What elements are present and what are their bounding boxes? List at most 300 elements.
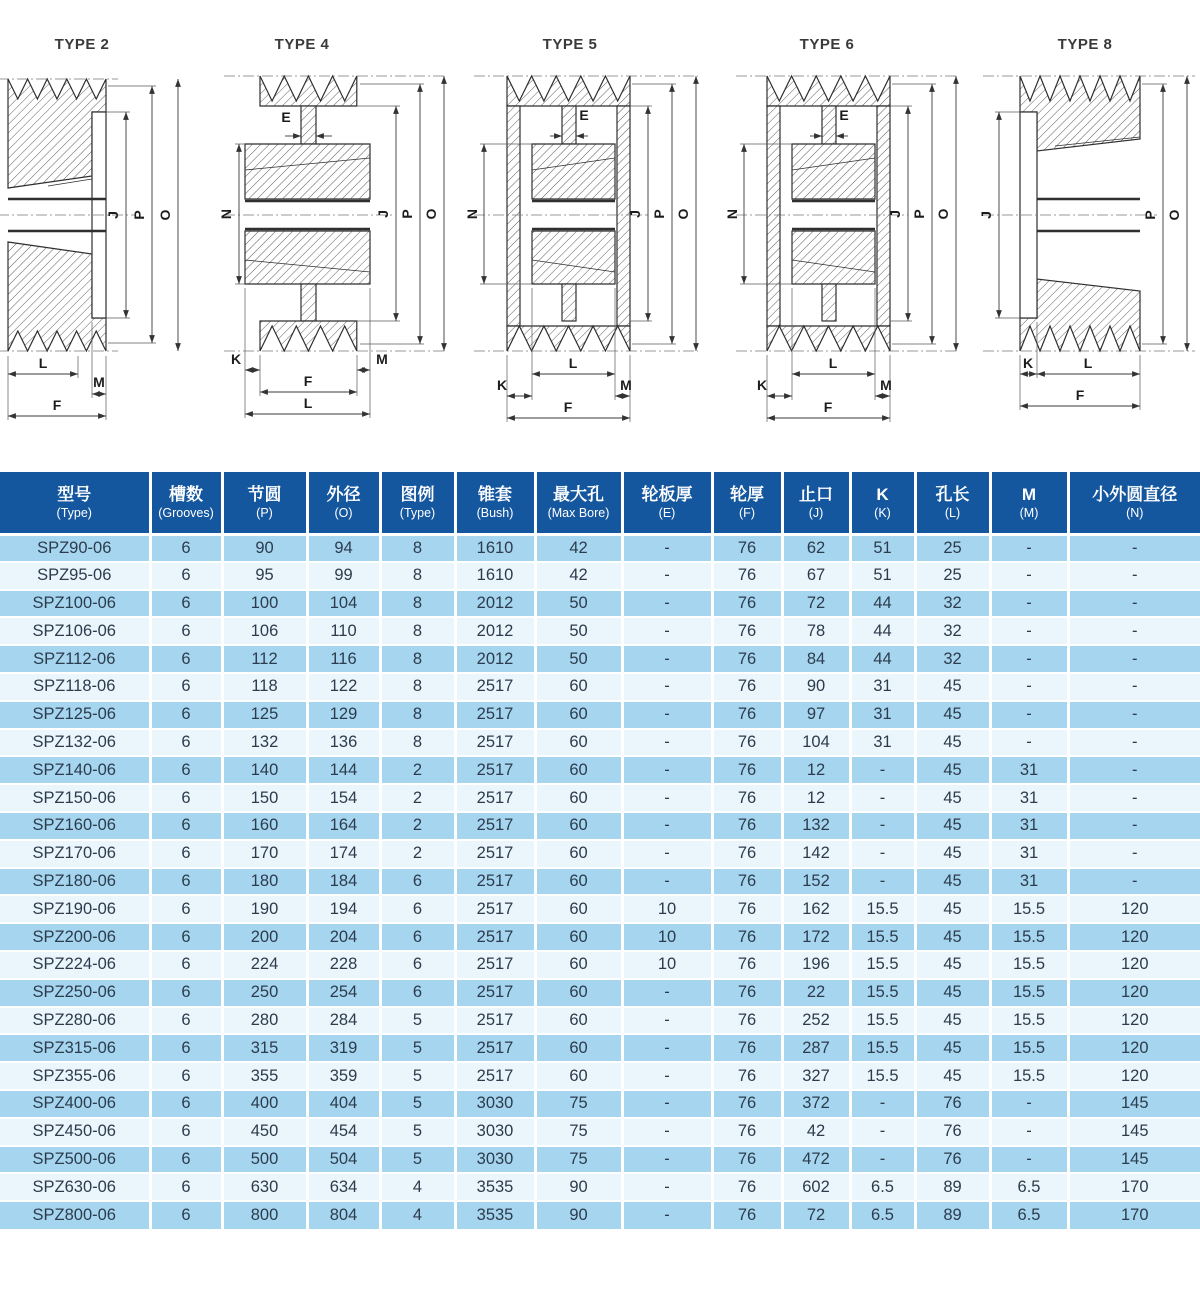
cell: 42 xyxy=(782,1118,850,1146)
dim-label-k: K xyxy=(1022,355,1034,371)
cell: 170 xyxy=(1068,1173,1200,1201)
dim-label-f: F xyxy=(52,397,62,413)
cell: 15.5 xyxy=(850,951,915,979)
cell: 200 xyxy=(222,923,307,951)
cell: 76 xyxy=(915,1146,990,1174)
dim-label-m: M xyxy=(93,374,105,390)
cell: 15.5 xyxy=(990,951,1068,979)
dim-label-m: M xyxy=(620,377,632,393)
dim-label-j: J xyxy=(887,210,903,218)
cell: SPZ90-06 xyxy=(0,534,150,562)
cell: 76 xyxy=(712,840,782,868)
cell: - xyxy=(850,1146,915,1174)
dim-label-e: E xyxy=(579,107,589,123)
cell: - xyxy=(990,1118,1068,1146)
table-row xyxy=(0,923,1200,951)
table-row xyxy=(0,756,1200,784)
cell: 76 xyxy=(712,673,782,701)
cell: 6.5 xyxy=(850,1173,915,1201)
cell: SPZ250-06 xyxy=(0,979,150,1007)
cell: 315 xyxy=(222,1034,307,1062)
cell: - xyxy=(622,729,712,757)
cell: 6 xyxy=(150,1201,222,1229)
dim-label-p: P xyxy=(1142,210,1158,220)
dim-label-m: M xyxy=(376,351,388,367)
column-header-11: K (K) xyxy=(850,472,915,534)
cell: 184 xyxy=(307,868,380,896)
cell: 45 xyxy=(915,951,990,979)
cell: 116 xyxy=(307,645,380,673)
column-header-14: 小外圆直径 (N) xyxy=(1068,472,1200,534)
table-row xyxy=(0,729,1200,757)
cell: 75 xyxy=(535,1118,622,1146)
cell: 3535 xyxy=(455,1201,535,1229)
cell: 630 xyxy=(222,1173,307,1201)
table-row xyxy=(0,1007,1200,1035)
dim-label-j: J xyxy=(375,210,391,218)
cell: 60 xyxy=(535,756,622,784)
cell: 90 xyxy=(535,1173,622,1201)
diagram-title-type4: TYPE 4 xyxy=(274,36,330,53)
cell: SPZ630-06 xyxy=(0,1173,150,1201)
cell: 2517 xyxy=(455,895,535,923)
cell: SPZ100-06 xyxy=(0,590,150,618)
cell: 2517 xyxy=(455,784,535,812)
column-header-6: 锥套 (Bush) xyxy=(455,472,535,534)
dim-label-f: F xyxy=(303,373,313,389)
cell: - xyxy=(622,1173,712,1201)
cell: 90 xyxy=(535,1201,622,1229)
cell: - xyxy=(1068,562,1200,590)
cell: 15.5 xyxy=(850,1034,915,1062)
cell: 50 xyxy=(535,617,622,645)
dim-label-j: J xyxy=(627,210,643,218)
cell: 6 xyxy=(150,895,222,923)
cell: 5 xyxy=(380,1007,455,1035)
cell: 90 xyxy=(782,673,850,701)
column-header-10: 止口 (J) xyxy=(782,472,850,534)
dim-label-l: L xyxy=(38,355,48,371)
cell: 6 xyxy=(150,1062,222,1090)
cell: 32 xyxy=(915,617,990,645)
cell: 2517 xyxy=(455,1034,535,1062)
cell: 15.5 xyxy=(990,895,1068,923)
cell: 31 xyxy=(990,784,1068,812)
dim-label-k: K xyxy=(230,351,242,367)
cell: - xyxy=(990,534,1068,562)
cell: 76 xyxy=(712,1118,782,1146)
cell: 76 xyxy=(712,895,782,923)
cell: 6 xyxy=(150,840,222,868)
cell: SPZ106-06 xyxy=(0,617,150,645)
cell: 120 xyxy=(1068,951,1200,979)
cell: - xyxy=(622,645,712,673)
cell: 104 xyxy=(782,729,850,757)
cell: 84 xyxy=(782,645,850,673)
cell: 1610 xyxy=(455,562,535,590)
cell: 76 xyxy=(712,1007,782,1035)
cell: - xyxy=(622,1090,712,1118)
cell: 2 xyxy=(380,840,455,868)
cell: 6 xyxy=(150,812,222,840)
cell: 472 xyxy=(782,1146,850,1174)
cell: 6.5 xyxy=(850,1201,915,1229)
cell: - xyxy=(1068,617,1200,645)
cell: 132 xyxy=(782,812,850,840)
table-row xyxy=(0,784,1200,812)
cell: - xyxy=(990,1146,1068,1174)
cell: 2 xyxy=(380,784,455,812)
dim-label-m: M xyxy=(880,377,892,393)
column-header-1: 型号 (Type) xyxy=(0,472,150,534)
cell: 31 xyxy=(990,812,1068,840)
cell: 5 xyxy=(380,1034,455,1062)
cell: 72 xyxy=(782,590,850,618)
cell: 162 xyxy=(782,895,850,923)
cell: 6 xyxy=(380,923,455,951)
cell: 76 xyxy=(712,729,782,757)
cell: 4 xyxy=(380,1201,455,1229)
dim-label-l: L xyxy=(828,355,838,371)
cell: 287 xyxy=(782,1034,850,1062)
cell: 136 xyxy=(307,729,380,757)
cell: 76 xyxy=(712,534,782,562)
cell: SPZ450-06 xyxy=(0,1118,150,1146)
cell: 6 xyxy=(150,729,222,757)
cell: 99 xyxy=(307,562,380,590)
cell: 45 xyxy=(915,923,990,951)
cell: 152 xyxy=(782,868,850,896)
cell: - xyxy=(850,868,915,896)
cell: 8 xyxy=(380,617,455,645)
cell: 2517 xyxy=(455,979,535,1007)
cell: 6 xyxy=(150,1007,222,1035)
cell: 25 xyxy=(915,562,990,590)
cell: 75 xyxy=(535,1090,622,1118)
cell: 150 xyxy=(222,784,307,812)
cell: - xyxy=(990,562,1068,590)
cell: - xyxy=(622,562,712,590)
cell: 106 xyxy=(222,617,307,645)
cell: 6 xyxy=(150,1090,222,1118)
cell: 634 xyxy=(307,1173,380,1201)
cell: SPZ200-06 xyxy=(0,923,150,951)
table-row xyxy=(0,951,1200,979)
cell: 8 xyxy=(380,729,455,757)
dim-label-f: F xyxy=(1075,387,1085,403)
cell: 76 xyxy=(915,1118,990,1146)
cell: 172 xyxy=(782,923,850,951)
cell: 76 xyxy=(712,951,782,979)
column-header-4: 外径 (O) xyxy=(307,472,380,534)
cell: 31 xyxy=(990,840,1068,868)
cell: 60 xyxy=(535,729,622,757)
cell: SPZ160-06 xyxy=(0,812,150,840)
cell: SPZ150-06 xyxy=(0,784,150,812)
cell: 45 xyxy=(915,784,990,812)
column-header-3: 节圆 (P) xyxy=(222,472,307,534)
table-row xyxy=(0,590,1200,618)
cell: 6 xyxy=(150,868,222,896)
dim-label-n: N xyxy=(464,208,480,220)
cell: 45 xyxy=(915,701,990,729)
cell: 120 xyxy=(1068,1062,1200,1090)
cell: 76 xyxy=(712,979,782,1007)
cell: 45 xyxy=(915,840,990,868)
cell: 15.5 xyxy=(990,1062,1068,1090)
cell: - xyxy=(1068,868,1200,896)
cell: 60 xyxy=(535,1062,622,1090)
cell: 22 xyxy=(782,979,850,1007)
cell: 6 xyxy=(150,1173,222,1201)
cell: 122 xyxy=(307,673,380,701)
cell: SPZ125-06 xyxy=(0,701,150,729)
cell: 170 xyxy=(1068,1201,1200,1229)
cell: 2 xyxy=(380,812,455,840)
cell: 76 xyxy=(712,701,782,729)
cell: 194 xyxy=(307,895,380,923)
cell: 45 xyxy=(915,1062,990,1090)
dim-label-o: O xyxy=(1166,209,1182,221)
cell: 454 xyxy=(307,1118,380,1146)
type-8-drawing xyxy=(978,56,1200,431)
cell: 6 xyxy=(150,534,222,562)
cell: 104 xyxy=(307,590,380,618)
table-row xyxy=(0,617,1200,645)
cell: 112 xyxy=(222,645,307,673)
cell: 2 xyxy=(380,756,455,784)
cell: 8 xyxy=(380,534,455,562)
cell: 3030 xyxy=(455,1146,535,1174)
cell: 8 xyxy=(380,590,455,618)
type-6-drawing xyxy=(724,56,974,431)
cell: - xyxy=(1068,590,1200,618)
table-row xyxy=(0,840,1200,868)
cell: - xyxy=(622,1118,712,1146)
cell: SPZ400-06 xyxy=(0,1090,150,1118)
cell: 76 xyxy=(712,1173,782,1201)
cell: 5 xyxy=(380,1146,455,1174)
dim-label-j: J xyxy=(105,211,121,219)
cell: 6 xyxy=(150,673,222,701)
cell: 45 xyxy=(915,673,990,701)
cell: 45 xyxy=(915,729,990,757)
dim-label-o: O xyxy=(935,208,951,220)
cell: 228 xyxy=(307,951,380,979)
cell: 6.5 xyxy=(990,1201,1068,1229)
cell: 6 xyxy=(150,1118,222,1146)
cell: 6 xyxy=(150,1146,222,1174)
column-header-12: 孔长 (L) xyxy=(915,472,990,534)
cell: 450 xyxy=(222,1118,307,1146)
cell: 45 xyxy=(915,1034,990,1062)
dim-label-l: L xyxy=(303,395,313,411)
cell: - xyxy=(1068,701,1200,729)
cell: 224 xyxy=(222,951,307,979)
cell: 6 xyxy=(150,617,222,645)
cell: 1610 xyxy=(455,534,535,562)
cell: 160 xyxy=(222,812,307,840)
cell: SPZ180-06 xyxy=(0,868,150,896)
cell: SPZ140-06 xyxy=(0,756,150,784)
dim-label-j: J xyxy=(978,211,994,219)
cell: 31 xyxy=(990,868,1068,896)
cell: 2012 xyxy=(455,590,535,618)
cell: - xyxy=(1068,840,1200,868)
cell: 602 xyxy=(782,1173,850,1201)
cell: 60 xyxy=(535,951,622,979)
cell: 2517 xyxy=(455,951,535,979)
cell: 3030 xyxy=(455,1118,535,1146)
cell: 76 xyxy=(712,645,782,673)
dim-label-n: N xyxy=(724,208,740,220)
dim-label-l: L xyxy=(568,355,578,371)
cell: 67 xyxy=(782,562,850,590)
cell: 44 xyxy=(850,645,915,673)
table-row xyxy=(0,868,1200,896)
dim-label-p: P xyxy=(131,210,147,220)
cell: 89 xyxy=(915,1173,990,1201)
cell: - xyxy=(622,812,712,840)
cell: 44 xyxy=(850,590,915,618)
cell: 75 xyxy=(535,1146,622,1174)
cell: 6 xyxy=(150,1034,222,1062)
cell: - xyxy=(850,812,915,840)
cell: 76 xyxy=(712,756,782,784)
cell: 284 xyxy=(307,1007,380,1035)
diagram-title-type5: TYPE 5 xyxy=(542,36,598,53)
cell: 174 xyxy=(307,840,380,868)
table-row xyxy=(0,701,1200,729)
diagram-title-type2: TYPE 2 xyxy=(54,36,110,53)
table-row xyxy=(0,673,1200,701)
cell: 60 xyxy=(535,979,622,1007)
diagram-strip xyxy=(0,0,1200,462)
cell: 25 xyxy=(915,534,990,562)
cell: - xyxy=(850,1118,915,1146)
table-row xyxy=(0,1118,1200,1146)
table-row xyxy=(0,534,1200,562)
cell: - xyxy=(622,784,712,812)
cell: 120 xyxy=(1068,1007,1200,1035)
cell: 6 xyxy=(380,895,455,923)
header-row xyxy=(0,472,1200,534)
cell: 15.5 xyxy=(990,1007,1068,1035)
cell: 51 xyxy=(850,534,915,562)
table-row xyxy=(0,1146,1200,1174)
cell: 125 xyxy=(222,701,307,729)
cell: 6.5 xyxy=(990,1173,1068,1201)
cell: - xyxy=(622,756,712,784)
cell: 31 xyxy=(990,756,1068,784)
cell: 2517 xyxy=(455,729,535,757)
cell: - xyxy=(1068,534,1200,562)
cell: 6 xyxy=(150,590,222,618)
cell: 15.5 xyxy=(990,1034,1068,1062)
cell: 15.5 xyxy=(990,923,1068,951)
cell: - xyxy=(622,673,712,701)
type-4-drawing xyxy=(218,56,470,431)
cell: 2517 xyxy=(455,673,535,701)
cell: 6 xyxy=(380,868,455,896)
cell: 90 xyxy=(222,534,307,562)
cell: 89 xyxy=(915,1201,990,1229)
cell: 8 xyxy=(380,701,455,729)
cell: 8 xyxy=(380,673,455,701)
cell: 60 xyxy=(535,840,622,868)
table-row xyxy=(0,812,1200,840)
cell: 252 xyxy=(782,1007,850,1035)
cell: - xyxy=(1068,645,1200,673)
cell: 72 xyxy=(782,1201,850,1229)
table-row xyxy=(0,562,1200,590)
cell: 5 xyxy=(380,1118,455,1146)
cell: 6 xyxy=(150,701,222,729)
column-header-8: 轮板厚 (E) xyxy=(622,472,712,534)
table-row xyxy=(0,1090,1200,1118)
dim-label-f: F xyxy=(563,399,573,415)
cell: 180 xyxy=(222,868,307,896)
cell: 804 xyxy=(307,1201,380,1229)
cell: 2517 xyxy=(455,701,535,729)
cell: 400 xyxy=(222,1090,307,1118)
cell: SPZ112-06 xyxy=(0,645,150,673)
cell: 60 xyxy=(535,1034,622,1062)
table-row xyxy=(0,1173,1200,1201)
cell: 2012 xyxy=(455,617,535,645)
dim-label-o: O xyxy=(157,209,173,221)
dim-label-o: O xyxy=(675,208,691,220)
dim-label-p: P xyxy=(399,209,415,219)
cell: SPZ500-06 xyxy=(0,1146,150,1174)
cell: 142 xyxy=(782,840,850,868)
table-row xyxy=(0,1034,1200,1062)
cell: - xyxy=(622,979,712,1007)
dim-label-e: E xyxy=(281,109,291,125)
cell: 12 xyxy=(782,756,850,784)
cell: 118 xyxy=(222,673,307,701)
cell: 42 xyxy=(535,562,622,590)
table-body xyxy=(0,534,1200,1229)
cell: - xyxy=(990,590,1068,618)
cell: - xyxy=(990,617,1068,645)
cell: 140 xyxy=(222,756,307,784)
cell: - xyxy=(850,840,915,868)
cell: 42 xyxy=(535,534,622,562)
cell: 319 xyxy=(307,1034,380,1062)
cell: 76 xyxy=(712,590,782,618)
cell: 95 xyxy=(222,562,307,590)
cell: 372 xyxy=(782,1090,850,1118)
dim-label-l: L xyxy=(1083,355,1093,371)
cell: SPZ118-06 xyxy=(0,673,150,701)
dim-label-p: P xyxy=(911,209,927,219)
cell: SPZ95-06 xyxy=(0,562,150,590)
cell: - xyxy=(1068,756,1200,784)
cell: 45 xyxy=(915,756,990,784)
cell: 8 xyxy=(380,645,455,673)
cell: - xyxy=(622,1201,712,1229)
cell: 6 xyxy=(150,979,222,1007)
cell: 60 xyxy=(535,923,622,951)
column-header-7: 最大孔 (Max Bore) xyxy=(535,472,622,534)
cell: 10 xyxy=(622,923,712,951)
cell: 355 xyxy=(222,1062,307,1090)
cell: - xyxy=(990,701,1068,729)
cell: - xyxy=(622,1146,712,1174)
cell: 6 xyxy=(150,562,222,590)
dim-label-k: K xyxy=(756,377,768,393)
